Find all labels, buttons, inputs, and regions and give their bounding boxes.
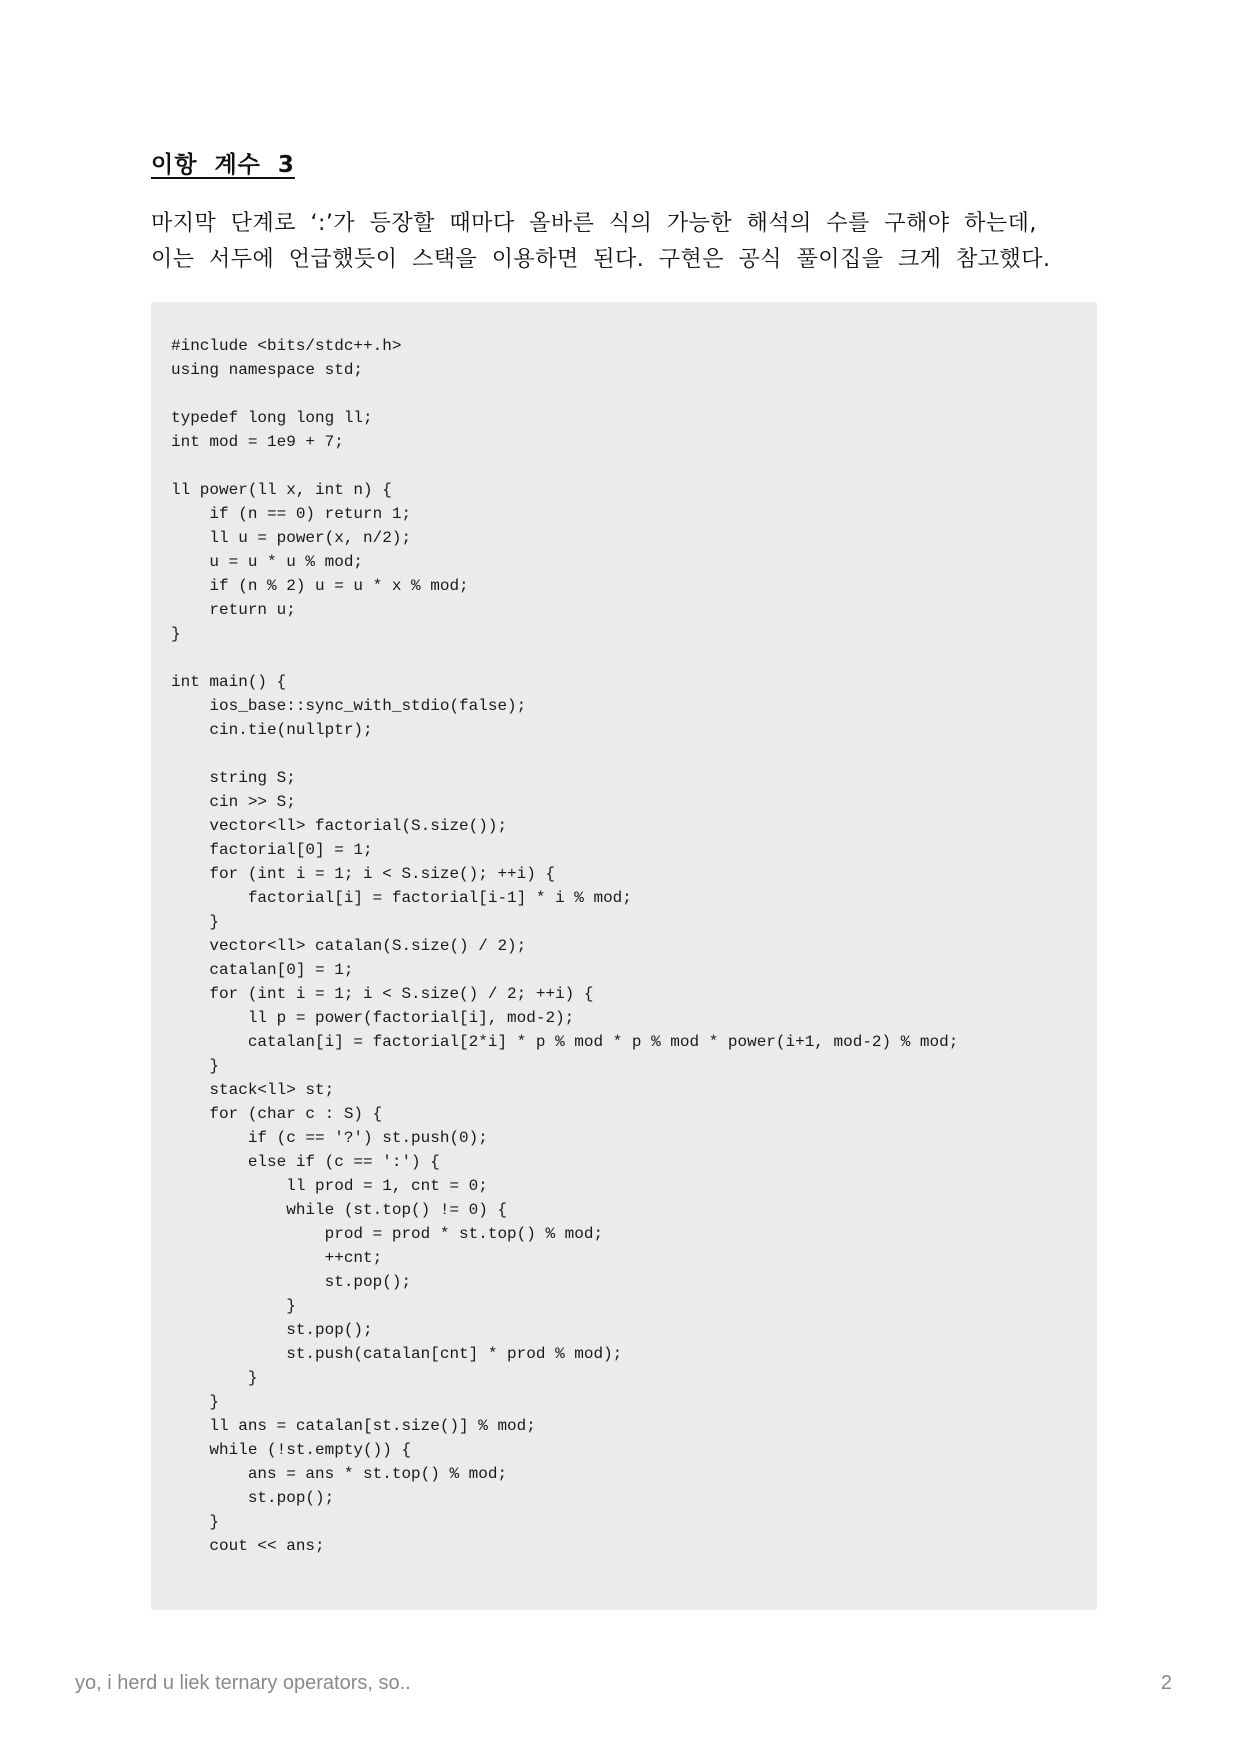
- code-block: [151, 302, 1097, 1610]
- paragraph-line: 이는 서두에 언급했듯이 스택을 이용하면 된다. 구현은 공식 풀이집을 크게 참고했다.: [151, 247, 1051, 272]
- paragraph-line: 마지막 단계로 ‘:’가 등장할 때마다 올바른 식의 가능한 해석의 수를 구해야 하는데,: [151, 211, 1037, 236]
- page-content: [151, 148, 1091, 1610]
- page-number: 2: [1160, 1672, 1172, 1694]
- section-title: 이항 계수 3: [151, 152, 295, 178]
- code-listing: #include <bits/stdc++.h> using namespace std; typedef long long ll; int mod = 1e9 + 7; ll power(ll x, int n) { if (n == 0) return 1; ll u = power(x, n/2); u = u * u % mod; if (n % 2) u = u * x % mod; return u; } int main() { ios_base::sync_with_stdio(false); cin.tie(nullptr); string S; cin >> S; vector<ll> factorial(S.size()); factorial[0] = 1; for (int i = 1; i < S.size(); ++i) { factorial[i] = factorial[i-1] * i % mod; } vector<ll> catalan(S.size() / 2); catalan[0] = 1; for (int i = 1; i < S.size() / 2; ++i) { ll p = power(factorial[i], mod-2); catalan[i] = factorial[2*i] * p % mod * p % mod * power(i+1, mod-2) % mod; } stack<ll> st; for (char c : S) { if (c == '?') st.push(0); else if (c == ':') { ll prod = 1, cnt = 0; while (st.top() != 0) { prod = prod * st.top() % mod; ++cnt; st.pop(); } st.pop(); st.push(catalan[cnt] * prod % mod); } } ll ans = catalan[st.size()] % mod; while (!st.empty()) { ans = ans * st.top() % mod; st.pop(); } cout << ans;: [171, 337, 959, 1555]
- footer-text: yo, i herd u liek ternary operators, so..: [75, 1672, 411, 1694]
- body-paragraph: [151, 206, 1091, 278]
